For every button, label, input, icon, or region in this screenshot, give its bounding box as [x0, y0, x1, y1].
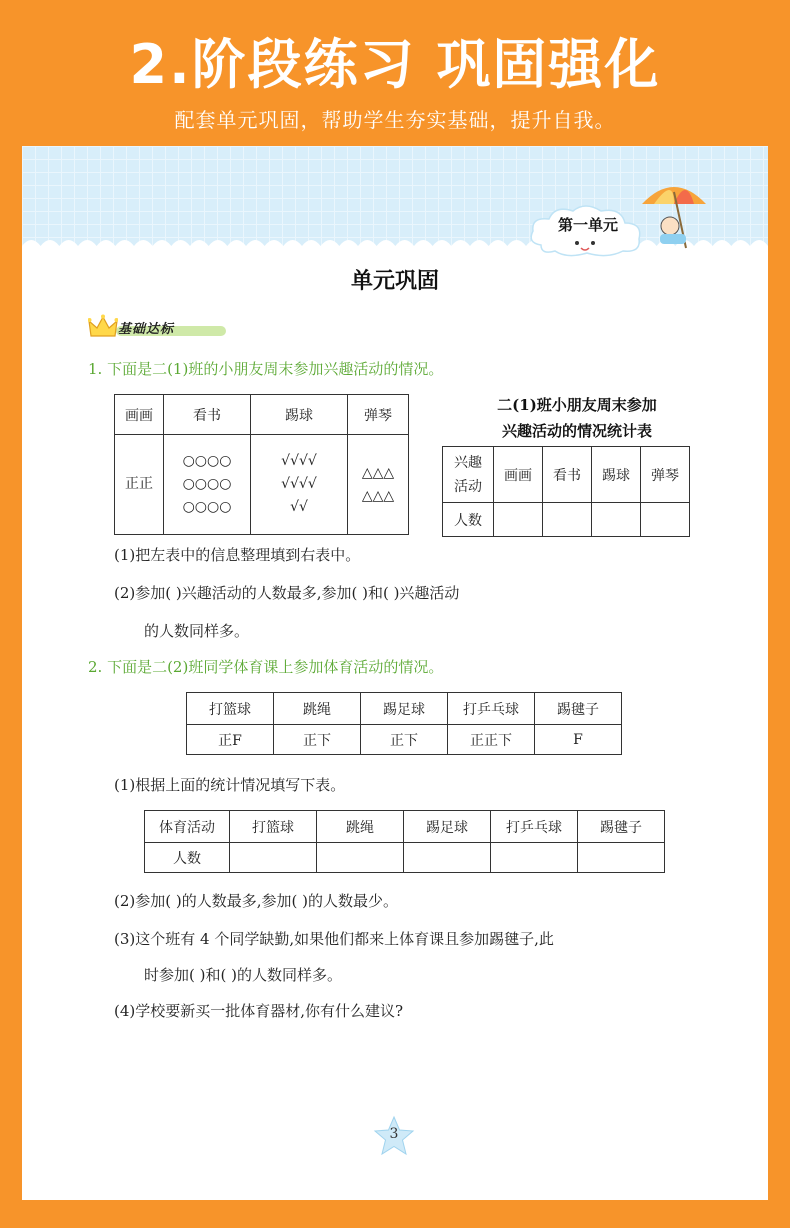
tally-mark: △△△ — [361, 487, 395, 504]
q2-tally-cell: 正正下 — [448, 725, 535, 755]
q2-fill-table — [144, 810, 665, 873]
banner-title: 2.阶段练习 巩固强化 — [129, 33, 661, 96]
stat-title-line: 兴趣活动的情况统计表 — [501, 422, 652, 440]
q2-tally-header: 踢足球 — [361, 693, 448, 725]
corner-line: 兴趣 — [454, 454, 482, 471]
q2-tally-cell: 正下 — [274, 725, 361, 755]
q2-answer-cell[interactable] — [404, 843, 491, 873]
q1-stat-table-title — [442, 392, 712, 444]
q2-tally-header: 踢毽子 — [535, 693, 622, 725]
tally-mark: ○○○○ — [182, 476, 232, 492]
q1-left-header: 踢球 — [251, 395, 348, 435]
q2-answer-cell[interactable] — [491, 843, 578, 873]
q1-sub1: (1)把左表中的信息整理填到右表中。 — [114, 546, 361, 564]
q1-fill-table — [442, 446, 690, 537]
q2-corner-cell: 体育活动 — [145, 811, 230, 843]
q2-tally-header: 跳绳 — [274, 693, 361, 725]
q2-tally-header: 打乒乓球 — [448, 693, 535, 725]
q1-tally-cell — [164, 435, 251, 535]
q1-corner-cell — [443, 447, 494, 503]
q1-answer-cell[interactable] — [641, 503, 690, 537]
q2-prompt: 2. 下面是二(2)班同学体育课上参加体育活动的情况。 — [88, 658, 444, 676]
page-number: 3 — [389, 1126, 399, 1142]
q2-fill-header: 踢毽子 — [578, 811, 665, 843]
q1-fill-header: 踢球 — [592, 447, 641, 503]
q2-tally-table — [186, 692, 622, 755]
q2-tally-cell: 正下 — [361, 725, 448, 755]
q2-tally-header: 打篮球 — [187, 693, 274, 725]
q1-answer-cell[interactable] — [592, 503, 641, 537]
tally-mark: ○○○○ — [182, 499, 232, 515]
q1-prompt: 1. 下面是二(1)班的小朋友周末参加兴趣活动的情况。 — [88, 360, 444, 378]
q1-tally-cell — [251, 435, 348, 535]
q1-tally-cell — [115, 435, 164, 535]
q2-sub4: (4)学校要新买一批体育器材,你有什么建议? — [114, 1002, 404, 1020]
q1-left-header: 弹琴 — [348, 395, 409, 435]
q1-answer-cell[interactable] — [543, 503, 592, 537]
tally-mark: △△△ — [361, 464, 395, 481]
q1-sub2-line1: (2)参加( )兴趣活动的人数最多,参加( )和( )兴趣活动 — [114, 584, 460, 602]
section-label-text: 基础达标 — [118, 322, 175, 337]
q1-sub2-line2: 的人数同样多。 — [144, 622, 250, 640]
page-title: 单元巩固 — [350, 268, 439, 294]
q1-tally-cell — [348, 435, 409, 535]
q2-sub1: (1)根据上面的统计情况填写下表。 — [114, 776, 346, 794]
q1-left-header: 看书 — [164, 395, 251, 435]
q1-left-tally-table — [114, 394, 409, 535]
q1-fill-header: 弹琴 — [641, 447, 690, 503]
tally-mark: √√ — [290, 499, 308, 515]
q2-fill-header: 踢足球 — [404, 811, 491, 843]
banner-subtitle: 配套单元巩固，帮助学生夯实基础，提升自我。 — [174, 108, 616, 132]
q1-fill-header: 画画 — [494, 447, 543, 503]
q1-row-label: 人数 — [443, 503, 494, 537]
q2-fill-header: 打篮球 — [230, 811, 317, 843]
q2-tally-cell: F — [535, 725, 622, 755]
q2-sub3-line1: (3)这个班有 4 个同学缺勤,如果他们都来上体育课且参加踢毽子,此 — [114, 930, 554, 948]
q1-left-header: 画画 — [115, 395, 164, 435]
tally-mark: √√√√ — [281, 453, 317, 469]
tally-mark: ○○○○ — [182, 453, 232, 469]
q2-answer-cell[interactable] — [578, 843, 665, 873]
q2-fill-header: 跳绳 — [317, 811, 404, 843]
q2-answer-cell[interactable] — [317, 843, 404, 873]
q2-fill-header: 打乒乓球 — [491, 811, 578, 843]
q2-sub2: (2)参加( )的人数最多,参加( )的人数最少。 — [114, 892, 398, 910]
q1-answer-cell[interactable] — [494, 503, 543, 537]
tally-mark: 正正 — [125, 476, 153, 492]
stat-title-line: 二(1)班小朋友周末参加 — [497, 396, 657, 414]
unit-label: 第一单元 — [557, 216, 618, 234]
worksheet-page — [22, 146, 768, 1200]
q2-row-label: 人数 — [145, 843, 230, 873]
tally-mark: √√√√ — [281, 476, 317, 492]
q2-sub3-line2: 时参加( )和( )的人数同样多。 — [144, 966, 342, 984]
q1-fill-header: 看书 — [543, 447, 592, 503]
corner-line: 活动 — [454, 478, 482, 495]
section-label — [88, 314, 228, 340]
q2-tally-cell: 正F — [187, 725, 274, 755]
q2-answer-cell[interactable] — [230, 843, 317, 873]
crown-icon — [88, 314, 118, 340]
